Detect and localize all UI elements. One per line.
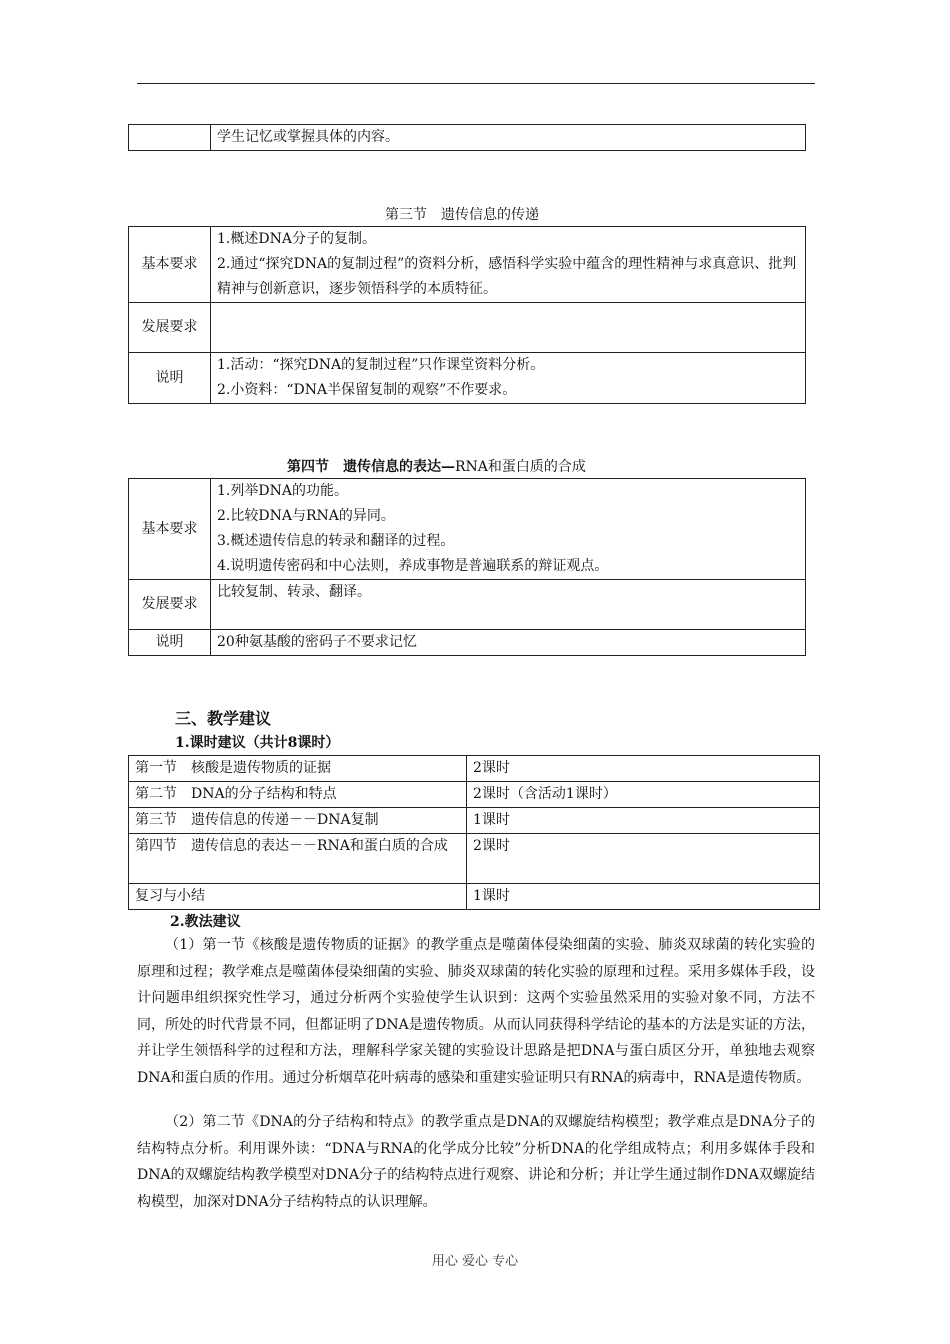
row-label: 基本要求 — [129, 227, 211, 303]
row-label: 说明 — [129, 353, 211, 404]
content-line: 20种氨基酸的密码子不要求记忆 — [217, 634, 417, 650]
schedule-section: 第四节 遗传信息的表达－－RNA和蛋白质的合成 — [129, 834, 467, 884]
row-label: 说明 — [129, 630, 211, 656]
section4-table — [128, 478, 806, 656]
table-row — [129, 580, 806, 630]
content-line: 2.比较DNA与RNA的异同。 — [217, 508, 395, 524]
row-label: 发展要求 — [129, 580, 211, 630]
schedule-hours: 1课时 — [467, 884, 820, 910]
schedule-section: 第一节 核酸是遗传物质的证据 — [129, 756, 467, 782]
row-content — [211, 630, 806, 656]
section4-title-bold: 第四节 遗传信息的表达— — [287, 459, 455, 475]
table-row — [129, 353, 806, 404]
schedule-hours: 2课时 — [467, 834, 820, 884]
row-content — [211, 479, 806, 580]
table-row — [129, 630, 806, 656]
content-line: 1.概述DNA分子的复制。 — [217, 231, 376, 247]
schedule-section: 第三节 遗传信息的传递－－DNA复制 — [129, 808, 467, 834]
section4-title-rest: RNA和蛋白质的合成 — [455, 459, 586, 475]
row-content — [211, 580, 806, 630]
top-table-empty-cell — [129, 125, 211, 151]
content-line: 2.通过“探究DNA的复制过程”的资料分析，感悟科学实验中蕴含的理性精神与求真意识、批判精神与创新意识，逐步领悟科学的本质特征。 — [217, 256, 797, 297]
table-row — [129, 808, 820, 834]
top-table — [128, 124, 806, 151]
table-row — [129, 782, 820, 808]
content-line: 2.小资料：“DNA半保留复制的观察”不作要求。 — [217, 382, 517, 398]
method-paragraph-2: （2）第二节《DNA的分子结构和特点》的教学重点是DNA的双螺旋结构模型；教学难点是DNA分子的结构特点分析。利用课外读：“DNA与RNA的化学成分比较”分析DNA的化学组成特点；利用多媒体手段和DNA的双螺旋结构教学模型对DNA分子的结构特点进行观察、讲论和分析；并让学生通过制作DNA双螺旋结构模型，加深对DNA分子结构特点的认识理解。 — [137, 1114, 815, 1210]
schedule-section: 第二节 DNA的分子结构和特点 — [129, 782, 467, 808]
section3-title: 第三节 遗传信息的传递 — [385, 207, 539, 223]
row-label: 基本要求 — [129, 479, 211, 580]
content-line: 4.说明遗传密码和中心法则，养成事物是普遍联系的辩证观点。 — [217, 558, 609, 574]
section4-title — [287, 456, 586, 476]
table-row — [129, 756, 820, 782]
row-label: 发展要求 — [129, 303, 211, 353]
row-content — [211, 303, 806, 353]
method-subheading: 2.教法建议 — [170, 914, 241, 930]
table-row — [129, 834, 820, 884]
header-rule — [137, 83, 815, 84]
teaching-heading: 三、教学建议 — [175, 709, 272, 728]
content-line: 3.概述遗传信息的转录和翻译的过程。 — [217, 533, 455, 549]
schedule-subheading: 1.课时建议（共计8课时） — [175, 735, 340, 751]
schedule-hours: 2课时 — [467, 756, 820, 782]
schedule-table — [128, 755, 820, 910]
content-line: 1.活动：“探究DNA的复制过程”只作课堂资料分析。 — [217, 357, 545, 373]
section3-table — [128, 226, 806, 404]
method-paragraph-1: （1）第一节《核酸是遗传物质的证据》的教学重点是噬菌体侵染细菌的实验、肺炎双球菌的转化实验的原理和过程；教学难点是噬菌体侵染细菌的实验、肺炎双球菌的转化实验的原理和过程。采用多媒体手段，设计问题串组织探究性学习，通过分析两个实验使学生认识到：这两个实验虽然采用的实验对象不同，方法不同，所处的时代背景不同，但都证明了DNA是遗传物质。从而认同获得科学结论的基本的方法是实证的方法，并让学生领悟科学的过程和方法，理解科学家关键的实验设计思路是把DNA与蛋白质区分开，单独地去观察DNA和蛋白质的作用。通过分析烟草花叶病毒的感染和重建实验证明只有RNA的病毒中，RNA是遗传物质。 — [137, 937, 815, 1086]
table-row — [129, 227, 806, 303]
table-row — [129, 884, 820, 910]
table-row — [129, 479, 806, 580]
table-row — [129, 303, 806, 353]
row-content — [211, 227, 806, 303]
top-table-text: 学生记忆或掌握具体的内容。 — [211, 125, 806, 151]
page-footer: 用心 爱心 专心 — [431, 1254, 519, 1269]
content-line: 比较复制、转录、翻译。 — [217, 584, 371, 600]
content-line: 1.列举DNA的功能。 — [217, 483, 348, 499]
row-content — [211, 353, 806, 404]
schedule-section: 复习与小结 — [129, 884, 467, 910]
schedule-hours: 1课时 — [467, 808, 820, 834]
schedule-hours: 2课时（含活动1课时） — [467, 782, 820, 808]
